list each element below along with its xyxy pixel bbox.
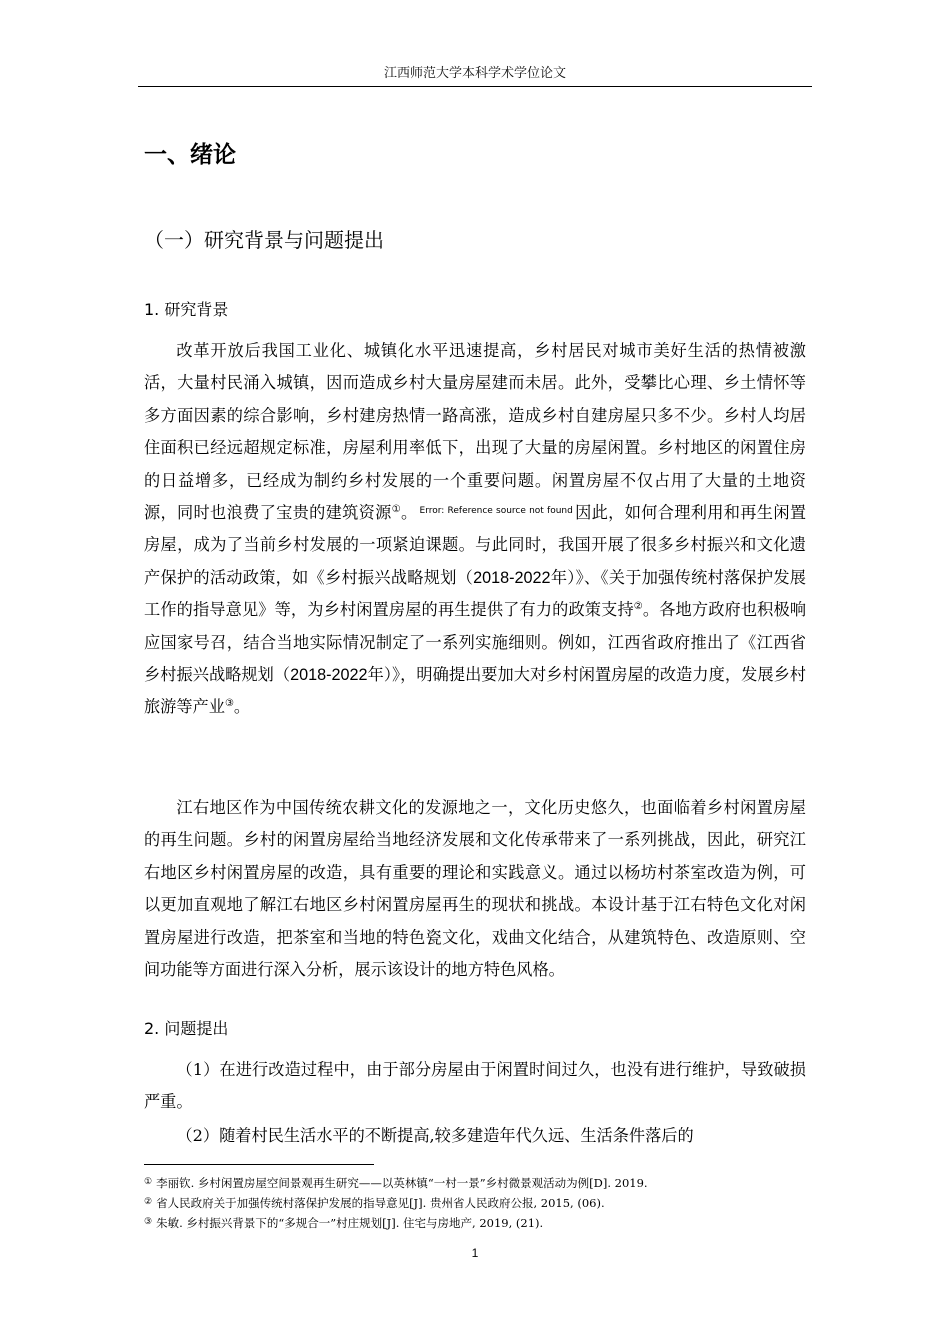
para1-year-1: 2018-2022: [473, 568, 551, 587]
para1-text-d: 年）》、《关于加强传统村落保护发展工作的指导意见》等，为乡村闲置房屋的再生提供了有力的政策支持: [144, 567, 806, 620]
para1-year-2: 2018-2022: [290, 666, 368, 685]
section-title: （一）研究背景与问题提出: [144, 228, 384, 252]
paragraph-problem-2: （2）随着村民生活水平的不断提高,较多建造年代久远、生活条件落后的: [176, 1126, 694, 1145]
footnote-mark-2: ②: [144, 1197, 153, 1207]
footnote-ref-2[interactable]: ②: [633, 601, 643, 613]
para1-text-b: 。: [401, 503, 418, 523]
paragraph-jiangyou-region: 江右地区作为中国传统农耕文化的发源地之一，文化历史悠久，也面临着乡村闲置房屋的再生问题。乡村的闲置房屋给当地经济发展和文化传承带来了一系列挑战，因此，研究江右地区乡村闲置房屋的改造，具有重要的理论和实践意义。通过以杨坊村茶室改造为例，可以更加直观地了解江右地区乡村闲置房屋再生的现状和挑战。本设计基于江右特色文化对闲置房屋进行改造，把茶室和当地的特色瓷文化，戏曲文化结合，从建筑特色、改造原则、空间功能等方面进行深入分析，展示该设计的地方特色风格。: [144, 798, 806, 980]
footnote-mark-1: ①: [144, 1177, 153, 1187]
footnote-ref-1[interactable]: ①: [391, 504, 401, 516]
header-rule: [138, 86, 812, 87]
chapter-title: 一、绪论: [144, 142, 236, 168]
para1-text-c: 因此，如何合理利用和再生闲置房屋，成为了当前乡村发展的一项紧迫课题。与此同时，我国开展了很多乡村振兴和文化遗产保护的活动政策，如《乡村振兴战略规划（: [144, 503, 807, 587]
page-number: 1: [471, 1246, 479, 1260]
para1-text-a: 改革开放后我国工业化、城镇化水平迅速提高，乡村居民对城市美好生活的热情被激活，大量村民涌入城镇，因而造成乡村大量房屋建而未居。此外，受攀比心理、乡土情怀等多方面因素的综合影响，乡村建房热情一路高涨，造成乡村自建房屋只多不少。乡村人均居住面积已经远超规定标准，房屋利用率低下，出现了大量的房屋闲置。乡村地区的闲置住房的日益增多，已经成为制约乡村发展的一个重要问题。闲置房屋不仅占用了大量的土地资源，同时也浪费了宝贵的建筑资源: [144, 341, 806, 523]
para1-text-g: 。: [233, 697, 251, 717]
reference-error: Error: Reference source not found: [419, 506, 573, 517]
subsection-title-background: 1. 研究背景: [144, 300, 229, 319]
footnote-text-1: 李丽钦. 乡村闲置房屋空间景观再生研究——以英林镇“一村一景”乡村微景观活动为例[D]. 2019.: [156, 1176, 648, 1190]
running-header: 江西师范大学本科学术学位论文: [383, 66, 566, 81]
footnote-3: [144, 1213, 806, 1233]
footnote-1: [144, 1173, 806, 1193]
footnote-text-2: 省人民政府关于加强传统村落保护发展的指导意见[J]. 贵州省人民政府公报, 2015, (06).: [156, 1196, 605, 1210]
paragraph-research-background: [144, 335, 806, 724]
footnotes: [144, 1173, 806, 1233]
footnote-text-3: 朱敏. 乡村振兴背景下的“多规合一”村庄规划[J]. 住宅与房地产, 2019, (21).: [156, 1216, 544, 1230]
footnote-2: [144, 1193, 806, 1213]
footnote-mark-3: ③: [144, 1217, 153, 1227]
para1-text-f: 年）》，明确提出要加大对乡村闲置房屋的改造力度，发展乡村旅游等产业: [144, 665, 806, 717]
subsection-title-problems: 2. 问题提出: [144, 1019, 229, 1038]
footnote-ref-3[interactable]: ③: [224, 698, 234, 710]
footnote-rule: [144, 1164, 374, 1165]
paragraph-problem-1: （1）在进行改造过程中，由于部分房屋由于闲置时间过久，也没有进行维护，导致破损严重。: [144, 1060, 806, 1112]
para1-text-e: 。各地方政府也积极响应国家号召，结合当地实际情况制定了一系列实施细则。例如，江西省政府推出了《江西省乡村振兴战略规划（: [144, 600, 807, 685]
